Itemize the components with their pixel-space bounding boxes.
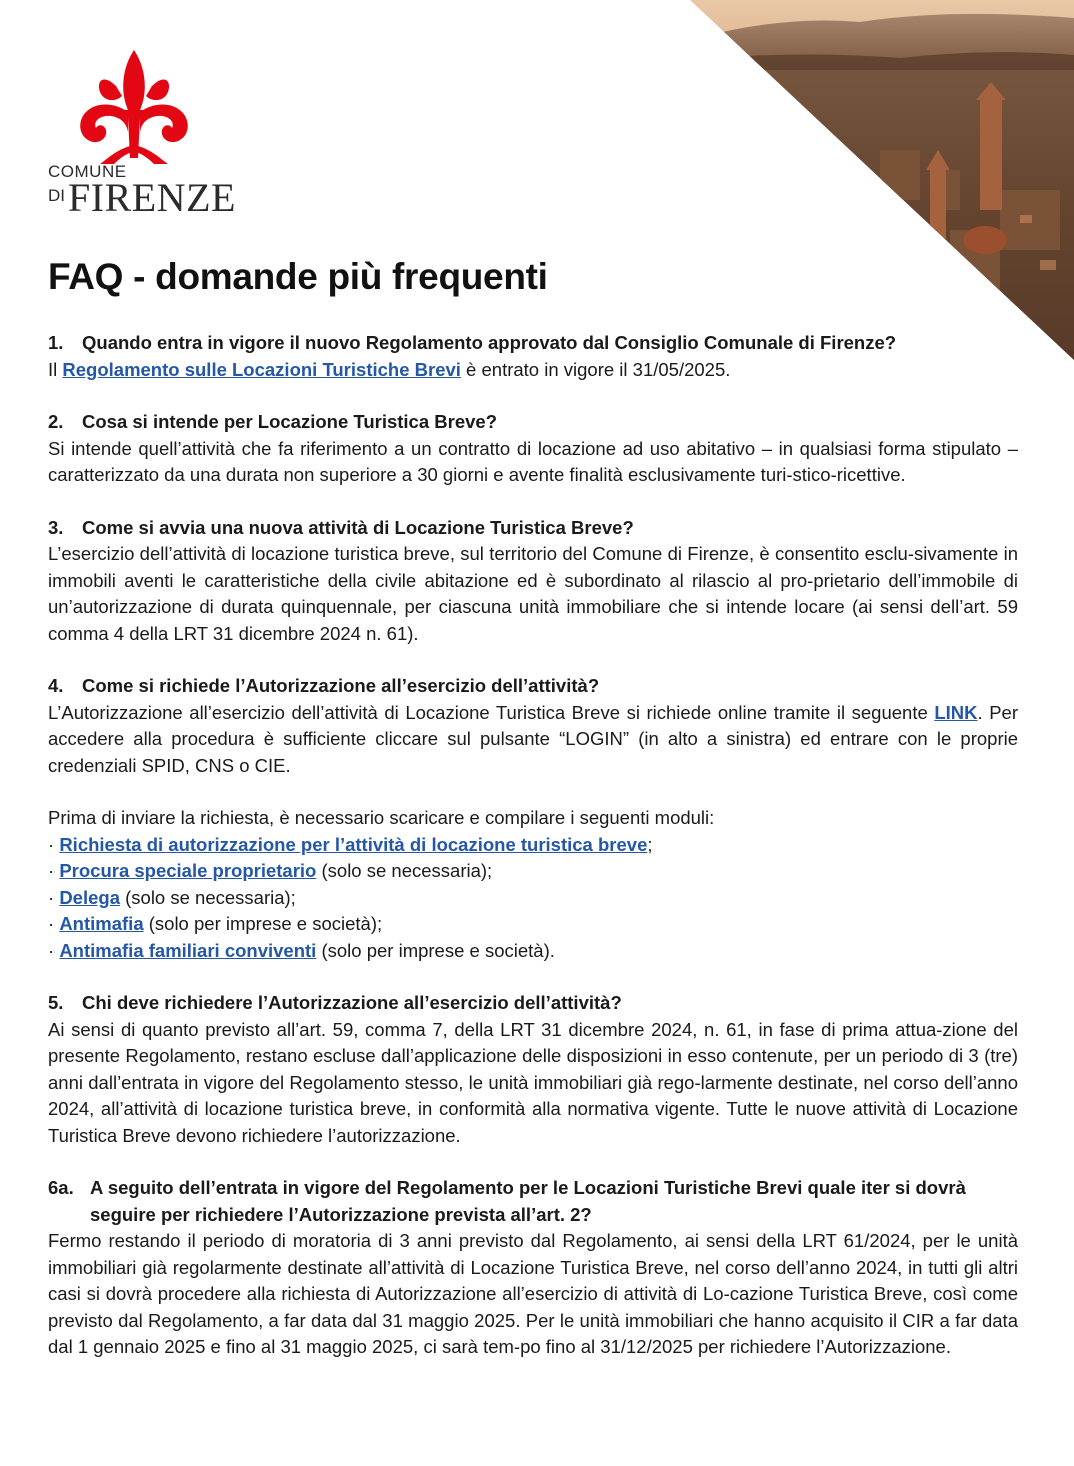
logo-text-firenze: FIRENZE — [68, 175, 236, 220]
faq-question-4 — [48, 673, 1018, 700]
logo-text-comune: COMUNE — [48, 162, 127, 181]
module-item-antimafia-familiari — [48, 938, 1018, 965]
module-note: ; — [647, 833, 653, 855]
bullet-dot: · — [48, 886, 60, 908]
faq-answer-2: Si intende quell’attività che fa riferimento a un contratto di locazione ad uso abitativo – in qualsiasi forma stipulato – caratterizzato da una durata non superiore a 30 giorni e avente finalità esclusivamente turi-stico-ricettive. — [48, 437, 1018, 485]
faq-number: 1. — [48, 332, 64, 353]
bullet-dot: · — [48, 913, 60, 934]
bullet-dot: · — [48, 833, 60, 855]
faq-question-5 — [48, 990, 1018, 1017]
comune-di-firenze-logo — [44, 46, 244, 222]
faq-question-text: Chi deve richiedere l’Autorizzazione all’esercizio dell’attività? — [82, 992, 622, 1013]
faq-list — [48, 330, 1018, 1361]
answer-text: L’Autorizzazione all’esercizio dell’attività di Locazione Turistica Breve si richiede online tramite il seguente — [48, 701, 935, 723]
regolamento-link[interactable]: Regolamento sulle Locazioni Turistiche Brevi — [62, 358, 461, 380]
faq-answer-3: L’esercizio dell’attività di locazione turistica breve, sul territorio del Comune di Firenze, è consentito esclu-sivamente in immobili aventi le caratteristiche della civile abitazione ed è subordinato al rilascio al pro-prietario dell’immobile di un’autorizzazione di durata quinquennale, per ciascuna unità immobiliare che si intende locare (ai sensi dell’art. 59 comma 4 della LRT 31 dicembre 2024 n. 61). — [48, 543, 1018, 644]
bullet-dot: · — [48, 939, 60, 961]
answer-text: Il — [48, 358, 63, 380]
answer-text: . Per accedere alla procedura è sufficiente cliccare sul pulsante “LOGIN” (in alto a sinistra) ed entrare con le proprie credenziali SPID, CNS o CIE. — [48, 701, 1018, 776]
modules-intro: Prima di inviare la richiesta, è necessario scaricare e compilare i seguenti moduli: — [48, 807, 715, 828]
faq-answer-5: Ai sensi di quanto previsto all’art. 59, comma 7, della LRT 31 dicembre 2024, n. 61, in fase di prima attua-zione del presente Regolamento, restano escluse dall’applicazione delle disposizioni in esso contenute, per un periodo di 3 (tre) anni dall’entrata in vigore del Regolamento stesso, le unità immobiliari già rego-larmente destinate, nel corso dell’anno 2024, all’attività di locazione turistica breve, in conformità alla normativa vigente. Tutte le nuove attività di Locazione Turistica Breve devono richiedere l’autorizzazione. — [48, 1018, 1018, 1146]
faq-answer-1 — [48, 357, 1018, 384]
module-link-antimafia[interactable]: Antimafia — [59, 913, 144, 934]
module-item-antimafia — [48, 911, 1018, 938]
module-note: (solo per imprese e società). — [316, 939, 555, 961]
module-note: (solo per imprese e società); — [143, 913, 383, 934]
faq-question-text: Cosa si intende per Locazione Turistica Breve? — [82, 411, 497, 432]
faq-question-text: Come si avvia una nuova attività di Locazione Turistica Breve? — [82, 516, 634, 538]
faq-question-1 — [48, 330, 1018, 357]
faq-question-6a — [48, 1175, 1018, 1228]
faq-number: 4. — [48, 675, 64, 696]
answer-text: è entrato in vigore il 31/05/2025. — [460, 358, 731, 380]
module-link-procura[interactable]: Procura speciale proprietario — [59, 860, 317, 881]
module-link-antimafia-familiari[interactable]: Antimafia familiari conviventi — [59, 939, 317, 961]
faq-number: 5. — [48, 992, 64, 1013]
module-item-richiesta — [48, 832, 1018, 859]
faq-question-text: A seguito dell’entrata in vigore del Regolamento per le Locazioni Turistiche Brevi quale iter si dovrà seguire per richiedere l’Autorizzazione prevista all’art. 2? — [90, 1177, 966, 1225]
module-item-procura — [48, 858, 1018, 885]
faq-question-2 — [48, 409, 1018, 436]
fleur-de-lis-icon — [44, 46, 224, 166]
module-note: (solo se necessaria); — [119, 886, 296, 908]
page-title: FAQ - domande più frequenti — [48, 256, 548, 297]
faq-question-text: Come si richiede l’Autorizzazione all’esercizio dell’attività? — [82, 675, 600, 696]
module-link-richiesta[interactable]: Richiesta di autorizzazione per l’attività di locazione turistica breve — [59, 833, 648, 855]
faq-answer-6a: Fermo restando il periodo di moratoria di 3 anni previsto dal Regolamento, ai sensi della LRT 61/2024, per le unità immobiliari già regolarmente destinate all’attività di Locazione Turistica Breve, nel corso dell’anno 2024, in tutti gli altri casi si dovrà procedere alla richiesta di Autorizzazione all’esercizio di attività di Lo-cazione Turistica Breve, così come previsto dal Regolamento, a far data dal 31 maggio 2025. Per le unità immobiliari che hanno acquisito il CIR a far data dal 1 gennaio 2025 e fino al 31 maggio 2025, ci sarà tem-po fino al 31/12/2025 per richiedere l’Autorizzazione. — [48, 1230, 1018, 1357]
module-item-delega — [48, 885, 1018, 912]
module-link-delega[interactable]: Delega — [59, 886, 120, 908]
logo-text-di: DI — [48, 186, 65, 205]
module-note: (solo se necessaria); — [316, 860, 493, 881]
faq-question-3 — [48, 515, 1018, 542]
bullet-dot: · — [48, 860, 60, 881]
faq-question-text: Quando entra in vigore il nuovo Regolamento approvato dal Consiglio Comunale di Firenze? — [82, 332, 897, 353]
online-request-link[interactable]: LINK — [934, 701, 978, 723]
faq-answer-4 — [48, 700, 1018, 780]
faq-number: 6a. — [48, 1177, 74, 1198]
faq-number: 2. — [48, 411, 64, 432]
faq-number: 3. — [48, 516, 64, 538]
